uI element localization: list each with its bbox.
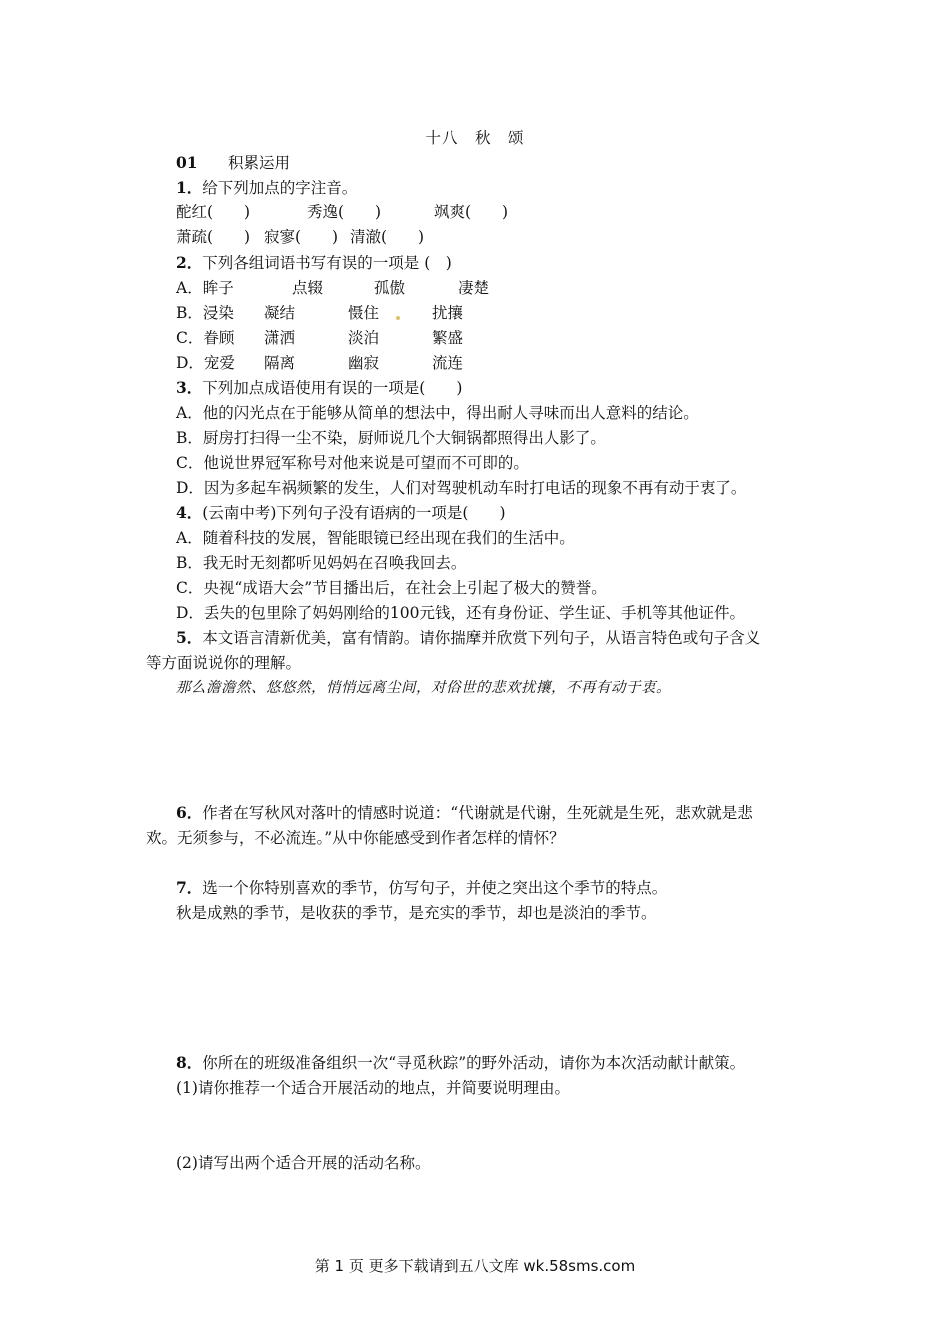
page-footer: 第 1 页 更多下载请到五八文库 wk.58sms.com (314, 1257, 636, 1275)
word: C．眷顾 (176, 329, 235, 347)
question-2-option-c (176, 328, 463, 348)
pinyin-item: 清澈( ) (350, 228, 425, 246)
question-number: 4． (176, 503, 203, 522)
question-number: 1． (176, 178, 203, 197)
question-4-stem (176, 503, 506, 523)
pinyin-item: 酡红( ) (176, 203, 251, 221)
question-8-stem (176, 1053, 745, 1073)
question-5-stem (176, 628, 760, 648)
question-3-option-b: B．厨房打扫得一尘不染，厨师说几个大铜锅都照得出人影了。 (176, 429, 606, 447)
question-text: 选一个你特别喜欢的季节，仿写句子，并使之突出这个季节的特点。 (202, 879, 668, 897)
word: A．眸子 (176, 279, 234, 297)
question-2-option-d (176, 353, 463, 373)
question-4-option-a: A．随着科技的发展，智能眼镜已经出现在我们的生活中。 (176, 529, 575, 547)
word: D．宠爱 (176, 354, 235, 372)
question-7-stem (176, 878, 667, 898)
question-text: 你所在的班级准备组织一次“寻觅秋踪”的野外活动，请你为本次活动献计献策。 (202, 1054, 746, 1072)
word: 凝结 (264, 304, 296, 322)
question-2-option-b (176, 303, 463, 323)
question-text: (云南中考)下列句子没有语病的一项是( ) (202, 504, 506, 522)
question-6-stem-continued: 欢。无须参与，不必流连。”从中你能感受到作者怎样的情怀？ (146, 829, 565, 847)
question-number: 7． (176, 878, 203, 897)
pinyin-item: 萧疏( ) (176, 228, 251, 246)
word: 孤傲 (374, 279, 406, 297)
word: 淡泊 (348, 329, 380, 347)
question-number: 5． (176, 628, 203, 647)
question-number: 2． (176, 253, 203, 272)
question-4-option-d: D．丢失的包里除了妈妈刚给的100元钱，还有身份证、学生证、手机等其他证件。 (176, 604, 746, 622)
question-text: 给下列加点的字注音。 (202, 179, 358, 197)
word: 凄楚 (458, 279, 490, 297)
question-text: 下列加点成语使用有误的一项是( ) (202, 379, 463, 397)
question-number: 3． (176, 378, 203, 397)
question-3-option-d: D．因为多起车祸频繁的发生，人们对驾驶机动车时打电话的现象不再有动于衷了。 (176, 479, 747, 497)
word: 幽寂 (348, 354, 380, 372)
word: B．浸染 (176, 304, 234, 322)
question-2-stem (176, 253, 452, 273)
question-3-option-c: C．他说世界冠军称号对他来说是可望而不可即的。 (176, 454, 529, 472)
question-8-sub-1: (1)请你推荐一个适合开展活动的地点，并简要说明理由。 (176, 1079, 570, 1097)
section-heading (176, 153, 290, 173)
question-1-stem (176, 178, 357, 198)
question-8-sub-2: (2)请写出两个适合开展的活动名称。 (176, 1154, 431, 1172)
question-6-stem (176, 803, 753, 823)
question-text: 本文语言清新优美，富有情韵。请你揣摩并欣赏下列句子，从语言特色或句子含义 (202, 629, 761, 647)
question-7-example: 秋是成熟的季节，是收获的季节，是充实的季节，却也是淡泊的季节。 (176, 904, 657, 922)
question-1-row-1 (176, 202, 508, 222)
question-3-stem (176, 378, 462, 398)
word: 扰攘 (432, 304, 464, 322)
question-3-option-a: A．他的闪光点在于能够从简单的想法中，得出耐人寻味而出人意料的结论。 (176, 404, 699, 422)
question-5-quote: 那么澹澹然、悠悠然，悄悄远离尘间，对俗世的悲欢扰攘，不再有动于衷。 (176, 680, 671, 696)
question-2-option-a (176, 278, 489, 298)
word: 点辍 (292, 279, 324, 297)
stray-mark (396, 316, 400, 320)
pinyin-item: 寂寥( ) (264, 228, 339, 246)
question-text: 作者在写秋风对落叶的情感时说道：“代谢就是代谢，生死就是生死，悲欢就是悲 (202, 804, 753, 822)
word: 隔离 (264, 354, 296, 372)
section-number: 01 (176, 153, 198, 172)
word: 繁盛 (432, 329, 464, 347)
question-4-option-c: C．央视“成语大会”节目播出后，在社会上引起了极大的赞誉。 (176, 579, 607, 597)
word: 流连 (432, 354, 464, 372)
question-4-option-b: B．我无时无刻都听见妈妈在召唤我回去。 (176, 554, 467, 572)
page-title: 十八 秋 颂 (425, 129, 525, 147)
question-1-row-2 (176, 227, 424, 247)
section-name: 积累运用 (228, 154, 291, 172)
pinyin-item: 飒爽( ) (434, 203, 509, 221)
question-number: 6． (176, 803, 203, 822)
question-number: 8． (176, 1053, 203, 1072)
question-text: 下列各组词语书写有误的一项是 ( ) (202, 254, 452, 272)
question-5-stem-continued: 等方面说说你的理解。 (146, 654, 302, 672)
word: 慑住 (348, 304, 380, 322)
pinyin-item: 秀逸( ) (307, 203, 382, 221)
word: 潇洒 (264, 329, 296, 347)
